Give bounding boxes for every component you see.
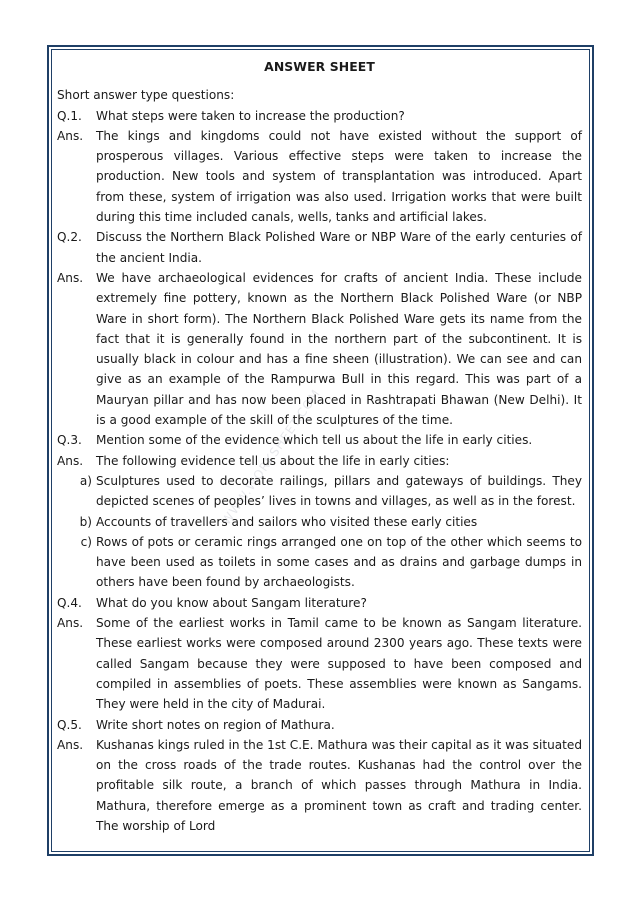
sub-item <box>57 471 582 512</box>
qa-text: We have archaeological evidences for crafts of ancient India. These include extremely fine pottery, known as the Northern Black Polished Ware (or NBP Ware in short form). The Northern Black Polished Ware gets its name from the fact that it is generally found in the northern part of the subcontinent. It is usually black in colour and has a fine sheen (illustration). We can see and can give as an example of the Rampurwa Bull in this regard. This was part of a Mauryan pillar and has now been placed in Rashtrapati Bhawan (New Delhi). It is a good example of the skill of the sculptures of the time. <box>96 270 582 428</box>
qa-row <box>57 227 582 268</box>
qa-label: Ans. <box>57 128 84 143</box>
qa-label: Ans. <box>57 453 84 468</box>
evidence-sublist <box>57 471 582 593</box>
qa-label: Q.4. <box>57 595 82 610</box>
qa-text: What do you know about Sangam literature? <box>96 595 367 610</box>
qa-text: The following evidence tell us about the life in early cities: <box>96 453 450 468</box>
qa-label: Q.1. <box>57 108 82 123</box>
qa-list-2 <box>57 593 582 837</box>
qa-row <box>57 451 582 471</box>
qa-label: Q.2. <box>57 230 82 245</box>
qa-text: What steps were taken to increase the production? <box>96 108 405 123</box>
sub-item-text: Rows of pots or ceramic rings arranged one on top of the other which seems to have been used as toilets in some cases and as drains and garbage dumps in others have been found by archaeologists. <box>96 534 582 590</box>
answer-sheet-content <box>57 57 582 836</box>
qa-row <box>57 735 582 836</box>
page-title: ANSWER SHEET <box>264 59 375 74</box>
sub-item-label: c) <box>80 534 92 549</box>
section-intro: Short answer type questions: <box>57 88 235 103</box>
sub-item <box>57 532 582 593</box>
qa-text: The kings and kingdoms could not have existed without the support of prosperous villages. Various effective steps were taken to increase the production. New tools and system of transplantation was introduced. Apart from these, system of irrigation was also used. Irrigation works that were built during this time included canals, wells, tanks and artificial lakes. <box>96 128 582 225</box>
sub-item <box>57 512 582 532</box>
qa-row <box>57 715 582 735</box>
qa-list-1 <box>57 106 582 471</box>
qa-text: Write short notes on region of Mathura. <box>96 717 335 732</box>
sub-item-label: a) <box>79 473 92 488</box>
qa-label: Q.5. <box>57 717 82 732</box>
qa-row <box>57 430 582 450</box>
qa-row <box>57 613 582 714</box>
qa-text: Kushanas kings ruled in the 1st C.E. Mathura was their capital as it was situated on the cross roads of the trade routes. Kushanas had the control over the profitable silk route, a branch of which passes through Mathura in India. Mathura, therefore emerge as a prominent town as craft and trading center. The worship of Lord <box>96 737 582 833</box>
qa-row <box>57 268 582 430</box>
qa-label: Ans. <box>57 270 84 285</box>
watermark: WWW.WORKSHEET.COM <box>218 386 324 528</box>
qa-row <box>57 593 582 613</box>
qa-label: Q.3. <box>57 433 82 448</box>
sub-item-text: Accounts of travellers and sailors who visited these early cities <box>96 514 478 529</box>
qa-row <box>57 106 582 126</box>
sub-item-label: b) <box>79 514 92 529</box>
qa-text: Some of the earliest works in Tamil came to be known as Sangam literature. These earliest works were composed around 2300 years ago. These texts were called Sangam because they were supposed to have been composed and compiled in assemblies of poets. These assemblies were known as Sangams. They were held in the city of Madurai. <box>96 616 582 712</box>
qa-label: Ans. <box>57 737 84 752</box>
qa-label: Ans. <box>57 616 84 631</box>
qa-text: Mention some of the evidence which tell us about the life in early cities. <box>96 433 533 448</box>
qa-row <box>57 126 582 227</box>
qa-text: Discuss the Northern Black Polished Ware or NBP Ware of the early centuries of the ancient India. <box>96 230 582 265</box>
sub-item-text: Sculptures used to decorate railings, pillars and gateways of buildings. They depicted scenes of peoples’ lives in towns and villages, as well as in the forest. <box>96 473 582 509</box>
